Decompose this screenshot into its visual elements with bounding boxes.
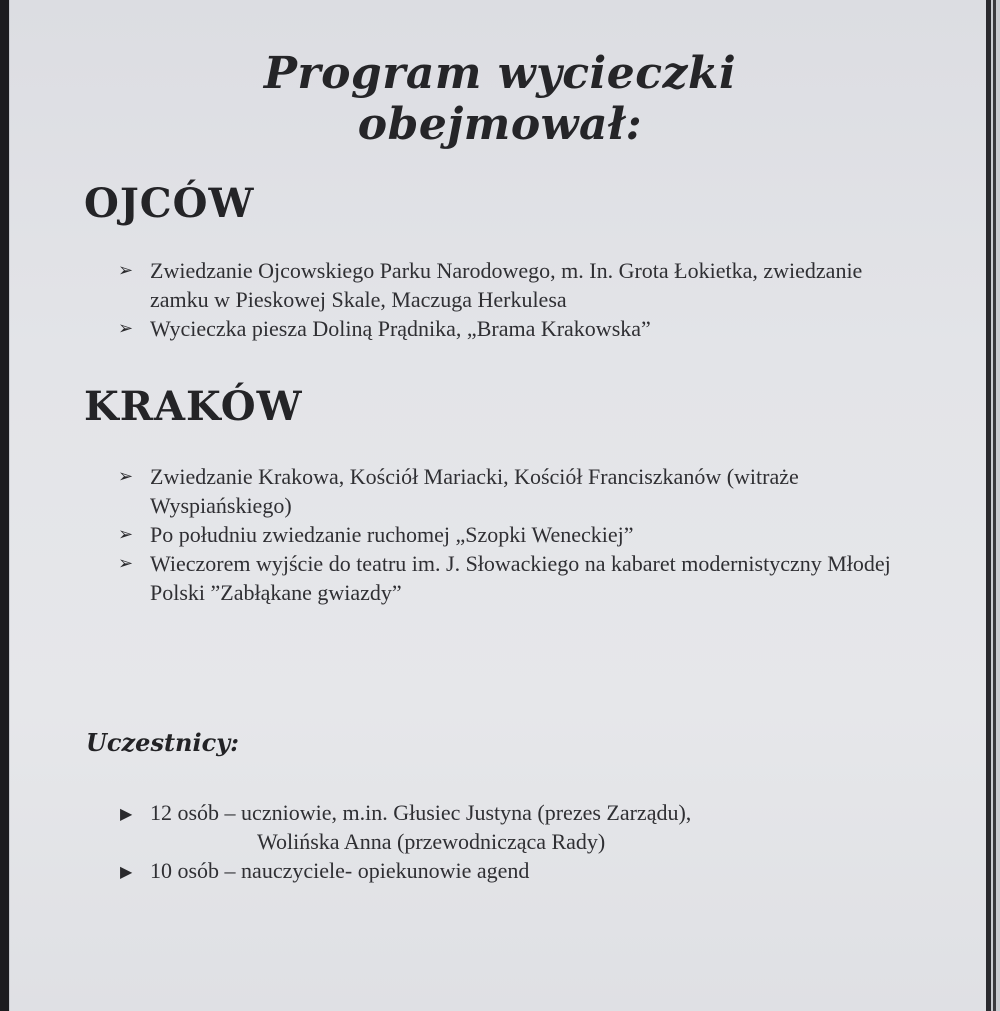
- arrow-bullet-icon: ➢: [118, 318, 134, 338]
- participants-heading: Uczestnicy:: [86, 728, 240, 757]
- list-item: [118, 798, 838, 856]
- list-item: [118, 856, 838, 885]
- arrow-bullet-icon: ➢: [118, 260, 134, 280]
- triangle-bullet-icon: ▶: [120, 806, 133, 823]
- arrow-bullet-icon: ➢: [118, 466, 134, 486]
- list-item-text: Po południu zwiedzanie ruchomej „Szopki Weneckiej”: [150, 522, 634, 547]
- page-right-border-inner: [993, 0, 996, 1011]
- list-item-text: Wieczorem wyjście do teatru im. J. Słowackiego na kabaret modernistyczny Młodej Polski ”Zabłąkane gwiazdy”: [150, 551, 891, 605]
- section-heading-krakow: KRAKÓW: [84, 383, 303, 430]
- list-item: [118, 314, 878, 343]
- triangle-bullet-icon: ▶: [120, 864, 133, 881]
- section-heading-ojcow: OJCÓW: [84, 180, 255, 227]
- list-item: [118, 549, 918, 607]
- list-item-text: Zwiedzanie Krakowa, Kościół Mariacki, Kościół Franciszkanów (witraże Wyspiańskiego): [150, 464, 799, 518]
- page-right-border: [986, 0, 991, 1011]
- krakow-list: [118, 462, 918, 607]
- ojcow-list: [118, 256, 878, 343]
- list-item: [118, 256, 878, 314]
- list-item-text: Wycieczka piesza Doliną Prądnika, „Brama Krakowska”: [150, 316, 651, 341]
- participant-line-1: 10 osób – nauczyciele- opiekunowie agend: [150, 858, 530, 883]
- participant-line-1: 12 osób – uczniowie, m.in. Głusiec Justyna (prezes Zarządu),: [150, 800, 692, 825]
- arrow-bullet-icon: ➢: [118, 524, 134, 544]
- participant-line-2: Wolińska Anna (przewodnicząca Rady): [257, 829, 606, 854]
- arrow-bullet-icon: ➢: [118, 553, 134, 573]
- page-title: Program wycieczki obejmował:: [263, 48, 737, 150]
- list-item: [118, 462, 918, 520]
- list-item-text: Zwiedzanie Ojcowskiego Parku Narodowego, m. In. Grota Łokietka, zwiedzanie zamku w Pieskowej Skale, Maczuga Herkulesa: [150, 258, 863, 312]
- participants-list: [118, 798, 838, 885]
- page-left-border: [0, 0, 9, 1011]
- list-item: [118, 520, 918, 549]
